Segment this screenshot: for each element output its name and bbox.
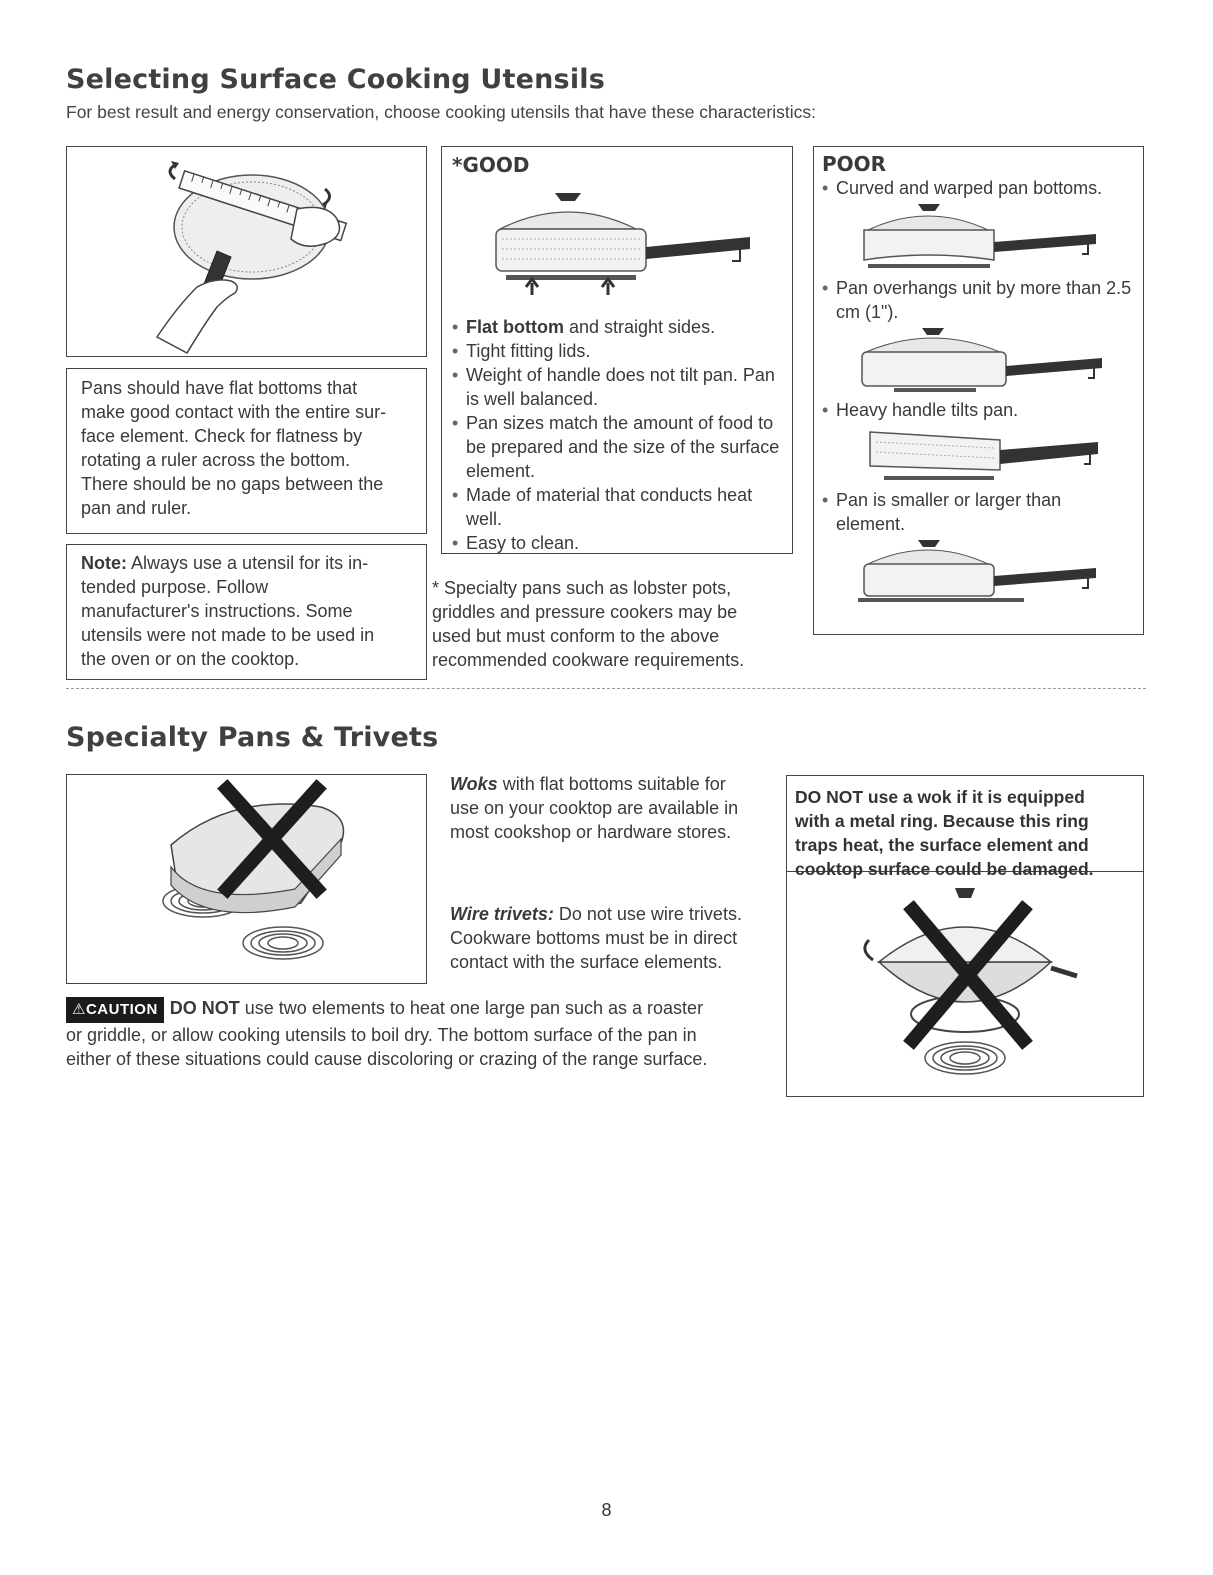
- tilted-pan-illustration: [822, 422, 1134, 486]
- caution-text: use two elements to heat one large pan such as a roaster: [239, 998, 704, 1018]
- caution-line: or griddle, or allow cooking utensils to boil dry. The bottom surface of the pan in: [66, 1025, 697, 1045]
- trivets-line: Cookware bottoms must be in direct: [450, 928, 738, 948]
- poor-item: • Curved and warped pan bottoms.: [822, 176, 1135, 200]
- coil-element-icon: [925, 1042, 1005, 1074]
- trivets-line: [450, 902, 770, 926]
- good-item-bold: Flat bottom: [466, 317, 564, 337]
- note-box: [66, 544, 427, 680]
- specialty-note-line: griddles and pressure cookers may be: [432, 602, 738, 622]
- woks-line: [450, 772, 770, 796]
- good-item: • Made of material that conducts heat well.: [452, 483, 782, 531]
- good-pan-illustration: [452, 177, 782, 297]
- wok-warning-box: [786, 775, 1144, 1097]
- caution-paragraph: [66, 996, 776, 1071]
- rotate-arrow-right-icon: [323, 189, 330, 205]
- caution-badge: ⚠CAUTION: [66, 997, 164, 1023]
- note-line: utensils were not made to be used in: [81, 625, 375, 645]
- wok-warning-line: traps heat, the surface element and: [795, 835, 1089, 855]
- woks-paragraph: [450, 772, 770, 844]
- trivets-text: Do not use wire trivets.: [553, 904, 742, 924]
- wok-warning-text: [787, 776, 1143, 879]
- note-line: the oven or on the cooktop.: [81, 649, 300, 669]
- poor-list: [822, 276, 1135, 324]
- flatness-info-box: [66, 368, 427, 534]
- overhang-pan-illustration: [822, 324, 1134, 396]
- ruler-illustration-box: [66, 146, 427, 357]
- poor-list: [822, 488, 1135, 536]
- good-heading: *GOOD: [452, 153, 530, 177]
- caution-bold: DO NOT: [169, 998, 240, 1018]
- good-item: [452, 315, 782, 339]
- poor-item: • Heavy handle tilts pan.: [822, 398, 1135, 422]
- note-text: Always use a utensil for its in-: [127, 553, 369, 573]
- wok-warning-line: DO NOT use a wok if it is equipped: [795, 787, 1085, 807]
- good-item: • Weight of handle does not tilt pan. Pan is well balanced.: [452, 363, 782, 411]
- note-line: manufacturer's instructions. Some: [81, 601, 353, 621]
- page-number: 8: [601, 1500, 612, 1520]
- section-divider: [66, 688, 1146, 689]
- wok-lid: [879, 927, 1051, 962]
- poor-item: • Pan is smaller or larger than element.: [822, 488, 1135, 536]
- wok-ring-illustration: [787, 872, 1142, 1094]
- flatness-line: There should be no gaps between the: [81, 474, 384, 494]
- size-mismatch-pan-illustration: [822, 536, 1134, 608]
- poor-item: • Pan overhangs unit by more than 2.5 cm (1").: [822, 276, 1135, 324]
- note-line: [81, 551, 412, 575]
- poor-list: [822, 176, 1135, 200]
- woks-line: most cookshop or hardware stores.: [450, 822, 732, 842]
- trivets-label: Wire trivets:: [450, 904, 554, 924]
- left-hand: [157, 280, 237, 353]
- woks-text: with flat bottoms suitable for: [497, 774, 726, 794]
- wok-warning-line: with a metal ring. Because this ring: [795, 811, 1089, 831]
- woks-label: Woks: [450, 774, 498, 794]
- section-intro: For best result and energy conservation, choose cooking utensils that have these characteristics:: [66, 102, 816, 122]
- caution-line: either of these situations could cause discoloring or crazing of the range surface.: [66, 1049, 708, 1069]
- note-line: tended purpose. Follow: [81, 577, 269, 597]
- good-item: • Easy to clean.: [452, 531, 782, 555]
- flatness-line: make good contact with the entire sur-: [81, 402, 387, 422]
- poor-list: [822, 398, 1135, 422]
- good-list: [452, 315, 782, 555]
- pan-handle: [646, 237, 750, 259]
- poor-cookware-box: [813, 146, 1144, 635]
- flatness-line: face element. Check for flatness by: [81, 426, 363, 446]
- right-hand: [291, 207, 339, 246]
- note-label: Note:: [81, 553, 127, 573]
- griddle-two-elements-illustration: [67, 775, 425, 982]
- ruler-check-illustration: [67, 147, 425, 355]
- good-cookware-box: [441, 146, 793, 554]
- flatness-line: pan and ruler.: [81, 498, 192, 518]
- pan-body: [496, 229, 646, 271]
- caution-line: [66, 996, 776, 1023]
- contact-arrow-icon: [526, 279, 538, 295]
- flatness-line: Pans should have flat bottoms that: [81, 378, 358, 398]
- section-title-specialty-pans: Specialty Pans & Trivets: [66, 722, 439, 753]
- wok-warning-line: cooktop surface could be damaged.: [795, 859, 1094, 879]
- specialty-note-line: used but must conform to the above: [432, 626, 720, 646]
- specialty-note-line: * Specialty pans such as lobster pots,: [432, 578, 732, 598]
- griddle-illustration-box: [66, 774, 427, 984]
- flatness-line: rotating a ruler across the bottom.: [81, 450, 351, 470]
- wire-trivets-paragraph: [450, 902, 770, 974]
- specialty-pans-note: [432, 576, 792, 672]
- section-title-selecting-utensils: Selecting Surface Cooking Utensils: [66, 64, 605, 95]
- surface-element: [506, 275, 636, 280]
- contact-arrow-icon: [602, 279, 614, 295]
- lid-knob-icon: [555, 193, 581, 201]
- poor-heading: POOR: [822, 152, 887, 176]
- warped-pan-illustration: [822, 200, 1134, 272]
- lid-knob-icon: [955, 888, 975, 898]
- good-item-text: and straight sides.: [563, 317, 716, 337]
- coil-element-icon: [243, 927, 323, 959]
- trivets-line: contact with the surface elements.: [450, 952, 723, 972]
- woks-line: use on your cooktop are available in: [450, 798, 739, 818]
- specialty-note-line: recommended cookware requirements.: [432, 650, 745, 670]
- good-item: • Tight fitting lids.: [452, 339, 782, 363]
- good-item: • Pan sizes match the amount of food to be prepared and the size of the surface element.: [452, 411, 782, 483]
